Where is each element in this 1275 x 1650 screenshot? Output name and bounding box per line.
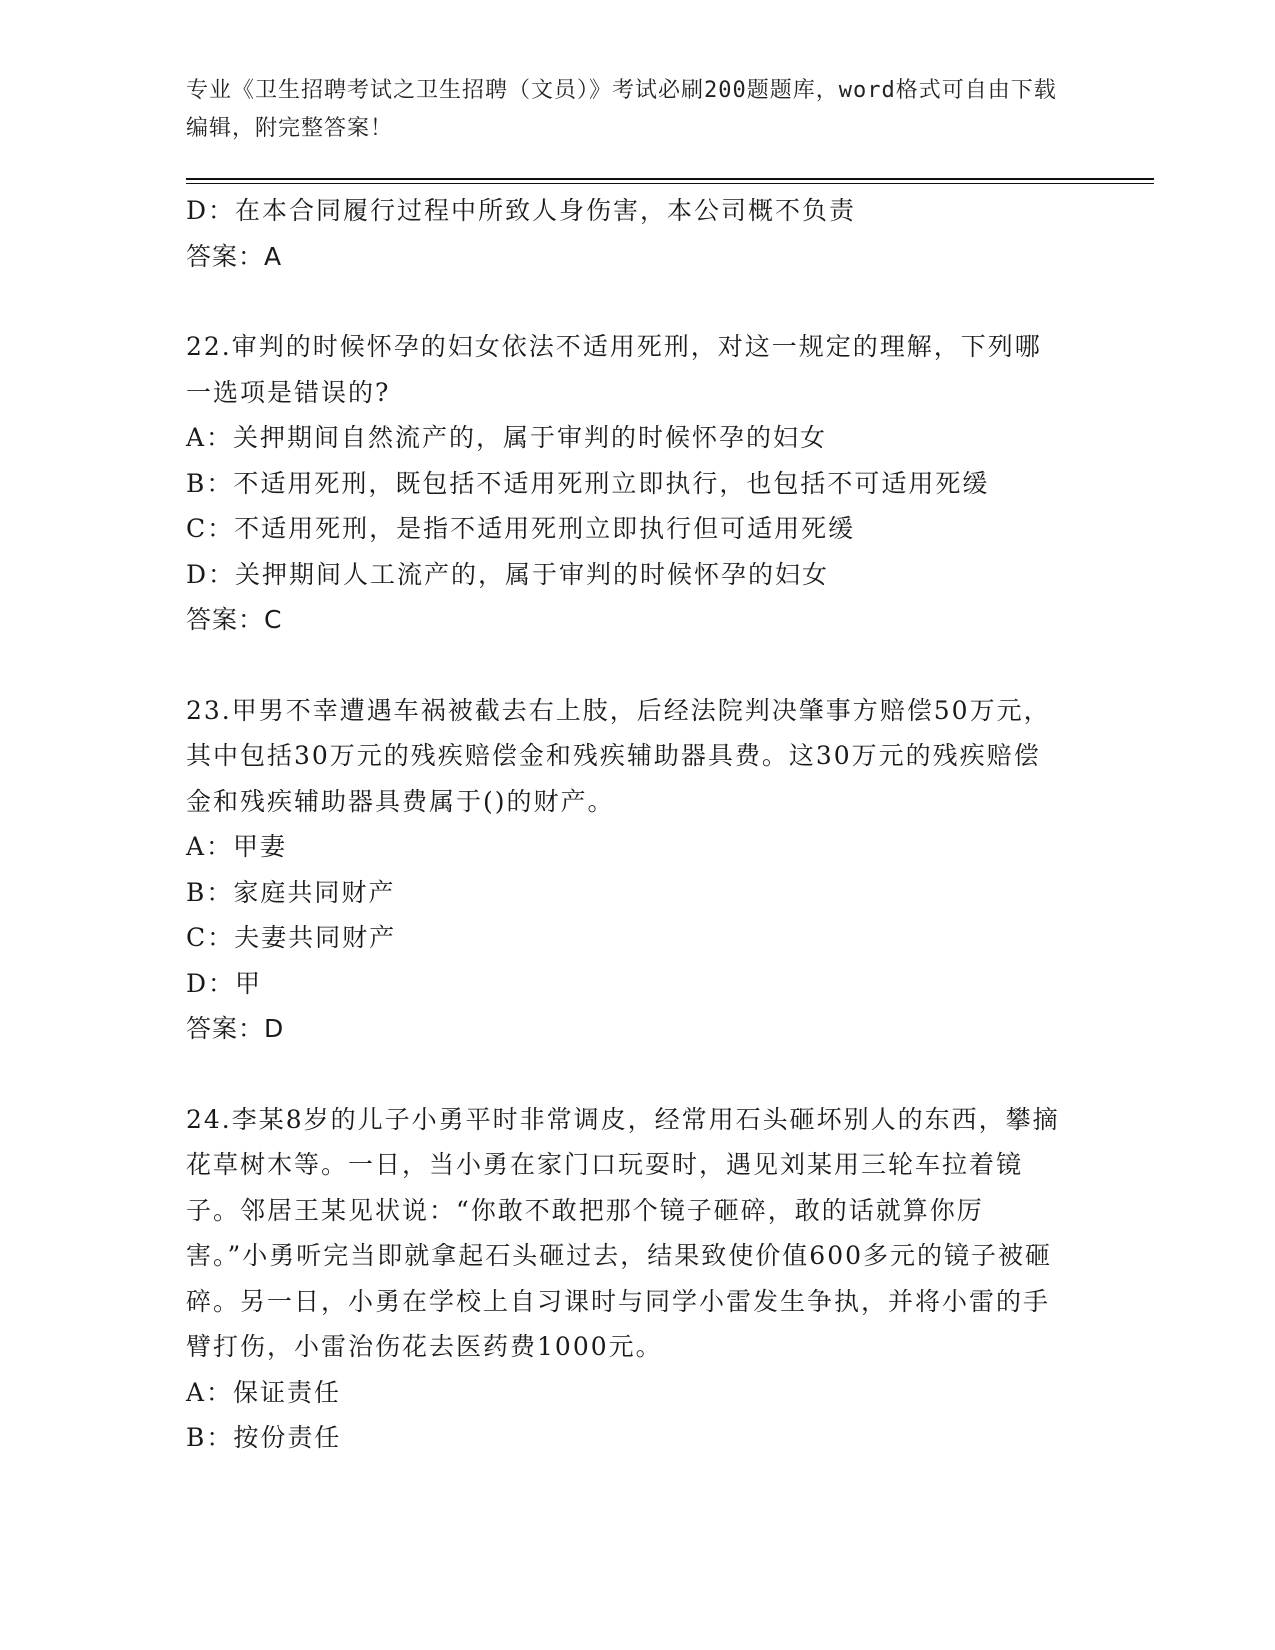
option-c: C：不适用死刑，是指不适用死刑立即执行但可适用死缓 bbox=[186, 514, 856, 543]
option-d: D：甲 bbox=[186, 968, 263, 998]
option-a: A：保证责任 bbox=[186, 1377, 342, 1407]
option-a: A：关押期间自然流产的，属于审判的时候怀孕的妇女 bbox=[186, 423, 828, 452]
option-b: B：按份责任 bbox=[186, 1423, 342, 1452]
option-a: A：甲妻 bbox=[186, 832, 288, 861]
option-c: C：夫妻共同财产 bbox=[186, 923, 397, 952]
option-b: B：不适用死刑，既包括不适用死刑立即执行，也包括不可适用死缓 bbox=[186, 468, 990, 498]
header-rule-thin bbox=[186, 183, 1154, 184]
question-text: 23.甲男不幸遭遇车祸被截去右上肢，后经法院判决肇事方赔偿50万元，其中包括30万元的残疾赔偿金和残疾辅助器具费。这30万元的残疾赔偿金和残疾辅助器具费属于()的财产。 bbox=[186, 695, 1051, 816]
document-header: 专业《卫生招聘考试之卫生招聘（文员）》考试必刷200题题库，word格式可自由下载编辑，附完整答案！ bbox=[186, 78, 1057, 141]
question-text: 24.李某8岁的儿子小勇平时非常调皮，经常用石头砸坏别人的东西，攀摘花草树木等。一日，当小勇在家门口玩耍时，遇见刘某用三轮车拉着镜子。邻居王某见状说：“你敢不敢把那个镜子砸碎，敢的话就算你厉害。”小勇听完当即就拿起石头砸过去，结果致使价值600多元的镜子被砸碎。另一日，小勇在学校上自习课时与同学小雷发生争执，并将小雷的手臂打伤，小雷治伤花去医药费1000元。 bbox=[186, 1104, 1060, 1361]
document-body bbox=[186, 188, 1086, 1461]
option-b: B：家庭共同财产 bbox=[186, 877, 396, 907]
header-rule-thick bbox=[186, 178, 1154, 180]
answer: 答案：D bbox=[186, 1014, 285, 1043]
question-22 bbox=[186, 324, 1086, 643]
prev-answer: 答案：A bbox=[186, 241, 283, 271]
question-text: 22.审判的时候怀孕的妇女依法不适用死刑，对这一规定的理解，下列哪一选项是错误的? bbox=[186, 332, 1042, 407]
prev-option-d: D：在本合同履行过程中所致人身伤害，本公司概不负责 bbox=[186, 196, 857, 225]
question-24 bbox=[186, 1097, 1086, 1461]
option-d: D：关押期间人工流产的，属于审判的时候怀孕的妇女 bbox=[186, 559, 830, 589]
answer: 答案：C bbox=[186, 605, 283, 634]
question-23 bbox=[186, 688, 1086, 1052]
